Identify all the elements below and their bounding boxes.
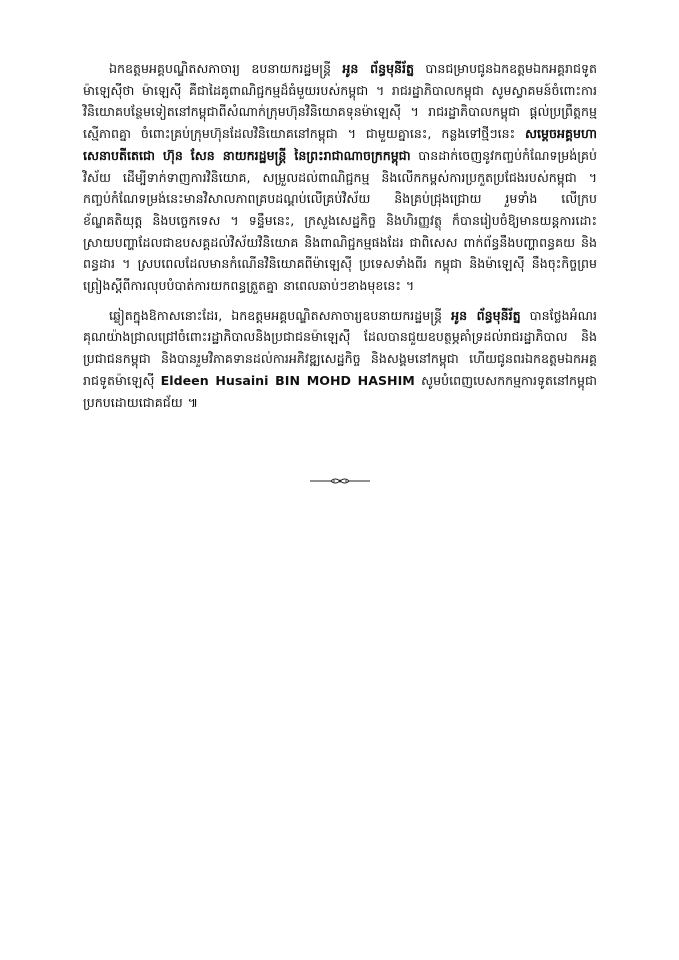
paragraph-2 <box>83 305 597 414</box>
paragraph-1-text-a: ឯកឧត្តមអគ្គបណ្ឌិតសភាចារ្យ ឧបនាយករដ្ឋមន្ត្រី <box>109 61 343 76</box>
paragraph-2-text-c: សូមបំពេញបេសកកម្មការទូតនៅកម្ពុជាប្រកបដោយជោគជ័យ ៕ <box>83 372 598 410</box>
paragraph-1-text-b: បានជម្រាបជូនឯកឧត្តមឯកអគ្គរាជទូតម៉ាឡេស៊ីថា ម៉ាឡេស៊ី គឺជាដៃគូពាណិជ្ជកម្មដ៏ធំមួយរបស់កម្ពុជា ។ រាជរដ្ឋាភិបាលកម្ពុជា សូមស្វាគមន៍ចំពោះការវិនិយោគបន្ថែមទៀតនៅកម្ពុជាពីសំណាក់ក្រុមហ៊ុនវិនិយោគទុនម៉ាឡេស៊ី ។ រាជរដ្ឋាភិបាលកម្ពុជា ផ្តល់ប្រព្រឹត្តកម្មស្មើភាពគ្នា ចំពោះគ្រប់ក្រុមហ៊ុនដែលវិនិយោគនៅកម្ពុជា ។ ជាមួយគ្នានេះ, កន្លងទៅថ្មីៗនេះ <box>83 61 598 142</box>
document-body <box>83 58 597 421</box>
paragraph-1-name-prime-minister: សម្តេចអគ្គមហាសេនាបតីតេជោ ហ៊ុន សែន នាយករដ្ឋមន្ត្រី នៃព្រះរាជាណាចក្រកម្ពុជា <box>83 126 597 163</box>
paragraph-2-text-b: បានថ្លែងអំណរគុណយ៉ាងជ្រាលជ្រៅចំពោះរដ្ឋាភិបាលនិងប្រជាជនម៉ាឡេស៊ី ដែលបានជួយឧបត្ថម្ភគាំទ្រដល់រាជរដ្ឋាភិបាល និងប្រជាជនកម្ពុជា និងបានរួមវិភាគទានដល់ការអភិវឌ្ឍសេដ្ឋកិច្ច និងសង្គមនៅកម្ពុជា ហើយជូនពរឯកឧត្តមឯកអគ្គរាជទូតម៉ាឡេស៊ី <box>83 307 598 388</box>
paragraph-2-name-deputy-pm: អូន ព័ន្ធមុនីរ័ត្ន <box>451 307 521 323</box>
paragraph-2-text-a: ឆ្លៀតក្នុងឱកាសនោះដែរ, ឯកឧត្តមអគ្គបណ្ឌិតសភាចារ្យឧបនាយករដ្ឋមន្ត្រី <box>109 307 452 323</box>
paragraph-1-text-c: បានដាក់ចេញនូវកញ្ចប់កំណែទម្រង់គ្រប់វិស័យ ដើម្បីទាក់ទាញការវិនិយោគ, សម្រួលដល់ពាណិជ្ជកម្ម និងលើកកម្ពស់ការប្រកួតប្រជែងរបស់កម្ពុជា ។ កញ្ចប់កំណែទម្រង់នេះមានវិសាលភាពគ្របដណ្តប់លើគ្រប់វិស័យ និងគ្រប់ជ្រុងជ្រោយ រួមទាំង លើក្របខ័ណ្ឌគតិយុត្ត និងបច្ចេកទេស ។ ទន្ទឹមនេះ, ក្រសួងសេដ្ឋកិច្ច និងហិរញ្ញវត្ថុ ក៏បានរៀបចំឱ្យមានយន្តការដោះស្រាយបញ្ហាដែលជាឧបសគ្គដល់វិស័យវិនិយោគ និងពាណិជ្ជកម្មផងដែរ ជាពិសេស ពាក់ព័ន្ធនឹងបញ្ហាពន្ធគយ និងពន្ធដារ ។ ស្របពេលដែលមានកំណើនវិនិយោគពីម៉ាឡេស៊ី ប្រទេសទាំងពីរ កម្ពុជា និងម៉ាឡេស៊ី នឹងចុះកិច្ចព្រមព្រៀងស្តីពីការលុបបំបាត់ការយកពន្ធត្រួតគ្នា នាពេលឆាប់ៗខាងមុខនេះ ។ <box>83 147 597 294</box>
paragraph-1-name-deputy-pm: អូន ព័ន្ធមុនីរ័ត្ន <box>342 61 415 76</box>
paragraph-2-name-ambassador: Eldeen Husaini BIN MOHD HASHIM <box>160 372 415 388</box>
paragraph-1 <box>83 58 597 297</box>
decorative-divider-ornament-icon <box>309 476 371 486</box>
